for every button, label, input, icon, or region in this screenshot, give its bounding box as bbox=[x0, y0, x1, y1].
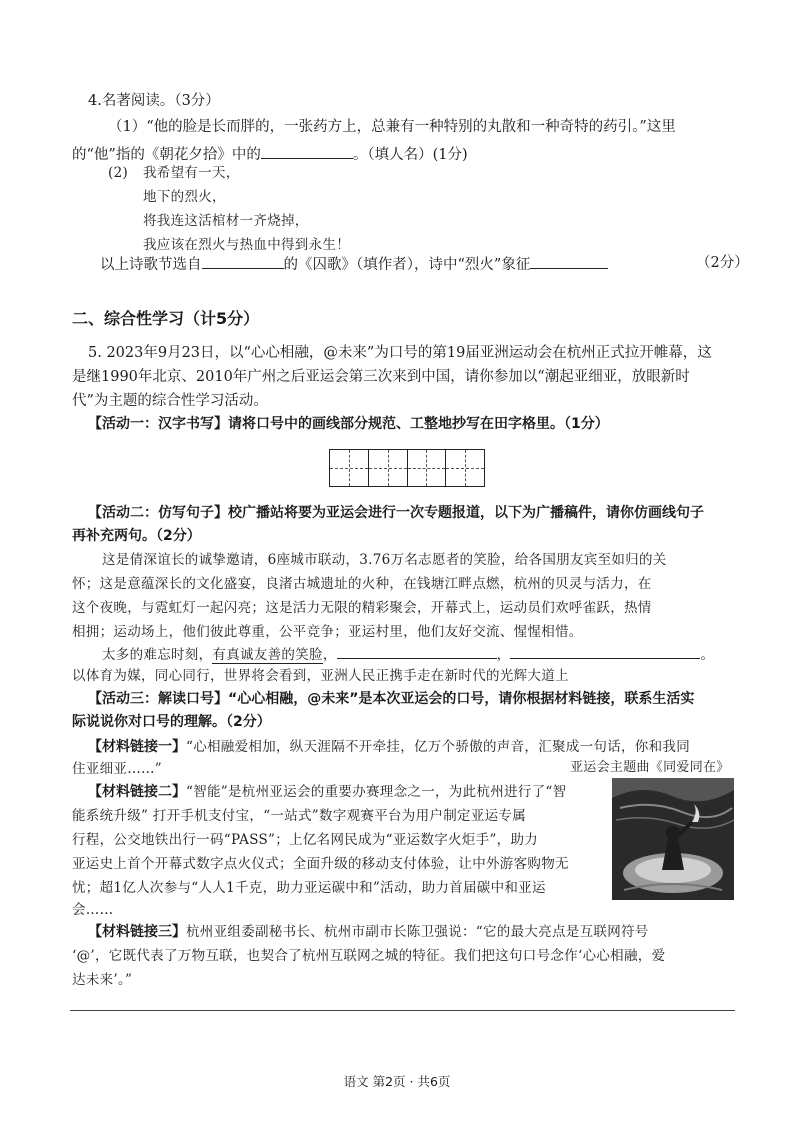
grid-cell[interactable] bbox=[330, 450, 369, 486]
material-1-line-2: 住亚细亚……” bbox=[72, 761, 163, 777]
fill-text-a: 太多的难忘时刻， bbox=[102, 647, 213, 663]
passage-line-3: 这个夜晚，与霓虹灯一起闪亮；这是活力无限的精彩聚会，开幕式上，运动员们欢呼雀跃，热情 bbox=[72, 600, 652, 616]
q4-part1-line2 bbox=[72, 143, 468, 165]
material-1-text: “心相融爱相加，纵天涯隔不开牵挂，亿万个骄傲的声音，汇聚成一句话，你和我同 bbox=[186, 739, 691, 755]
material-1-line-1 bbox=[88, 737, 690, 757]
activity-3-instruction-line-2: 际说说你对口号的理解。（2分） bbox=[72, 714, 271, 730]
underlined-model-sentence: 有真诚友善的笑脸 bbox=[212, 647, 323, 663]
material-2-label: 【材料链接二】 bbox=[88, 784, 186, 800]
q5-intro-line-1: 5. 2023年9月23日，以“心心相融，@未来”为口号的第19届亚洲运动会在杭州正式拉开帷幕，这 bbox=[88, 345, 712, 361]
q4-part2-score: （2分） bbox=[696, 255, 749, 271]
q4-title: 4.名著阅读。（3分） bbox=[88, 93, 220, 109]
q4-part1-text-a: 的“他”指的《朝花夕拾》中的 bbox=[72, 147, 261, 163]
material-3-label: 【材料链接三】 bbox=[88, 924, 186, 940]
material-2-line-3: 行程，公交地铁出行一码“PASS”；上亿名网民成为“亚运数字火炬手”，助力 bbox=[72, 832, 539, 848]
section-heading: 二、综合性学习（计5分） bbox=[72, 309, 260, 328]
poem-line-1: 我希望有一天， bbox=[143, 165, 240, 181]
passage-line-1: 这是倩深谊长的诚挚邀请，6座城市联动，3.76万名志愿者的笑脸，给各国朋友宾至如归的关 bbox=[102, 552, 667, 568]
imitation-fill-line bbox=[102, 643, 714, 665]
q5-intro-line-3: 代”为主题的综合性学习活动。 bbox=[72, 393, 268, 409]
q4-answer-blank-2[interactable] bbox=[202, 253, 284, 269]
footer-divider bbox=[70, 1010, 735, 1011]
material-3-line-2: ‘@’，它既代表了万物互联，也契合了杭州互联网之城的特征。我们把这句口号念作‘心心相融，爱 bbox=[72, 948, 666, 964]
q4-part2-text-b: 的《囚歌》（填作者），诗中“烈火”象征 bbox=[283, 257, 531, 273]
imitation-answer-blank-2[interactable] bbox=[510, 643, 700, 659]
activity-3-instruction-line-1: 【活动三：解读口号】“心心相融，@未来”是本次亚运会的口号，请你根据材料链接，联系生活实 bbox=[88, 691, 695, 707]
activity-1-instruction: 【活动一：汉字书写】请将口号中的画线部分规范、工整地抄写在田字格里。（1分） bbox=[88, 416, 609, 432]
q4-part2-text-a: 以上诗歌节选自 bbox=[100, 257, 202, 273]
material-2-line-2: 能系统升级” 打开手机支付宝，“一站式”数字观赛平台为用户制定亚运专属 bbox=[72, 808, 526, 824]
material-2-line-5: 忧；超1亿人次参与“人人1千克，助力亚运碳中和”活动，助力首届碳中和亚运 bbox=[72, 880, 546, 896]
imitation-answer-blank-1[interactable] bbox=[337, 643, 497, 659]
tianzige-writing-grid[interactable] bbox=[329, 449, 485, 487]
passage-line-4: 相拥；运动场上，他们彼此尊重，公平竞争；亚运村里，他们友好交流、惺惺相惜。 bbox=[72, 624, 583, 640]
material-2-line-4: 亚运史上首个开幕式数字点火仪式；全面升级的移动支付体验，让中外游客购物无 bbox=[72, 856, 569, 872]
page-footer: 语文 第2页 · 共6页 bbox=[343, 1074, 451, 1089]
q4-part2-line bbox=[100, 253, 608, 275]
q4-part1-line1: （1）“他的脸是长而胖的，一张药方上，总兼有一种特别的丸散和一种奇特的药引。”这里 bbox=[108, 119, 676, 135]
poem-line-4: 我应该在烈火与热血中得到永生！ bbox=[143, 237, 350, 253]
imitation-closing-line: 以体育为媒，同心同行，世界将会看到，亚洲人民正携手走在新时代的光辉大道上 bbox=[72, 668, 569, 684]
activity-2-instruction-line-2: 再补充两句。（2分） bbox=[72, 528, 201, 544]
fill-comma-1: ， bbox=[322, 647, 337, 663]
q4-part1-text-b: 。（填人名）(1分) bbox=[352, 147, 468, 163]
material-2-text-1: “智能”是杭州亚运会的重要办赛理念之一，为此杭州进行了“智 bbox=[186, 784, 567, 800]
poem-line-3: 将我连这活棺材一齐烧掉， bbox=[143, 213, 309, 229]
q5-intro-line-2: 是继1990年北京、2010年广州之后亚运会第三次来到中国，请你参加以“潮起亚细亚，放眼新时 bbox=[72, 369, 690, 385]
grid-cell[interactable] bbox=[408, 450, 447, 486]
material-2-line-6: 会…… bbox=[72, 902, 114, 918]
material-3-line-3: 达未来’。” bbox=[72, 972, 133, 988]
material-2-line-1 bbox=[88, 782, 566, 802]
grid-cell[interactable] bbox=[369, 450, 408, 486]
fill-period: 。 bbox=[700, 647, 715, 663]
passage-line-2: 怀；这是意蕴深长的文化盛宴，良渚古城遗址的火种，在钱塘江畔点燃，杭州的贝灵与活力，在 bbox=[72, 576, 652, 592]
material-1-source: 亚运会主题曲《同爱同在》 bbox=[570, 760, 730, 775]
material-3-text-1: 杭州亚组委副秘书长、杭州市副市长陈卫强说：“它的最大亮点是互联网符号 bbox=[186, 924, 649, 940]
torchbearer-photo bbox=[612, 778, 734, 900]
material-3-line-1 bbox=[88, 922, 649, 942]
torchbearer-photo-graphic bbox=[612, 778, 734, 900]
poem-line-2: 地下的烈火， bbox=[143, 189, 226, 205]
q4-answer-blank-3[interactable] bbox=[530, 253, 608, 269]
activity-2-instruction-line-1: 【活动二：仿写句子】校广播站将要为亚运会进行一次专题报道，以下为广播稿件，请你仿画线句子 bbox=[88, 505, 704, 521]
fill-comma-2: ， bbox=[496, 647, 511, 663]
grid-cell[interactable] bbox=[446, 450, 484, 486]
material-1-label: 【材料链接一】 bbox=[88, 739, 186, 755]
q4-part2-label: (2) bbox=[108, 165, 129, 181]
q4-answer-blank-1[interactable] bbox=[261, 143, 353, 159]
